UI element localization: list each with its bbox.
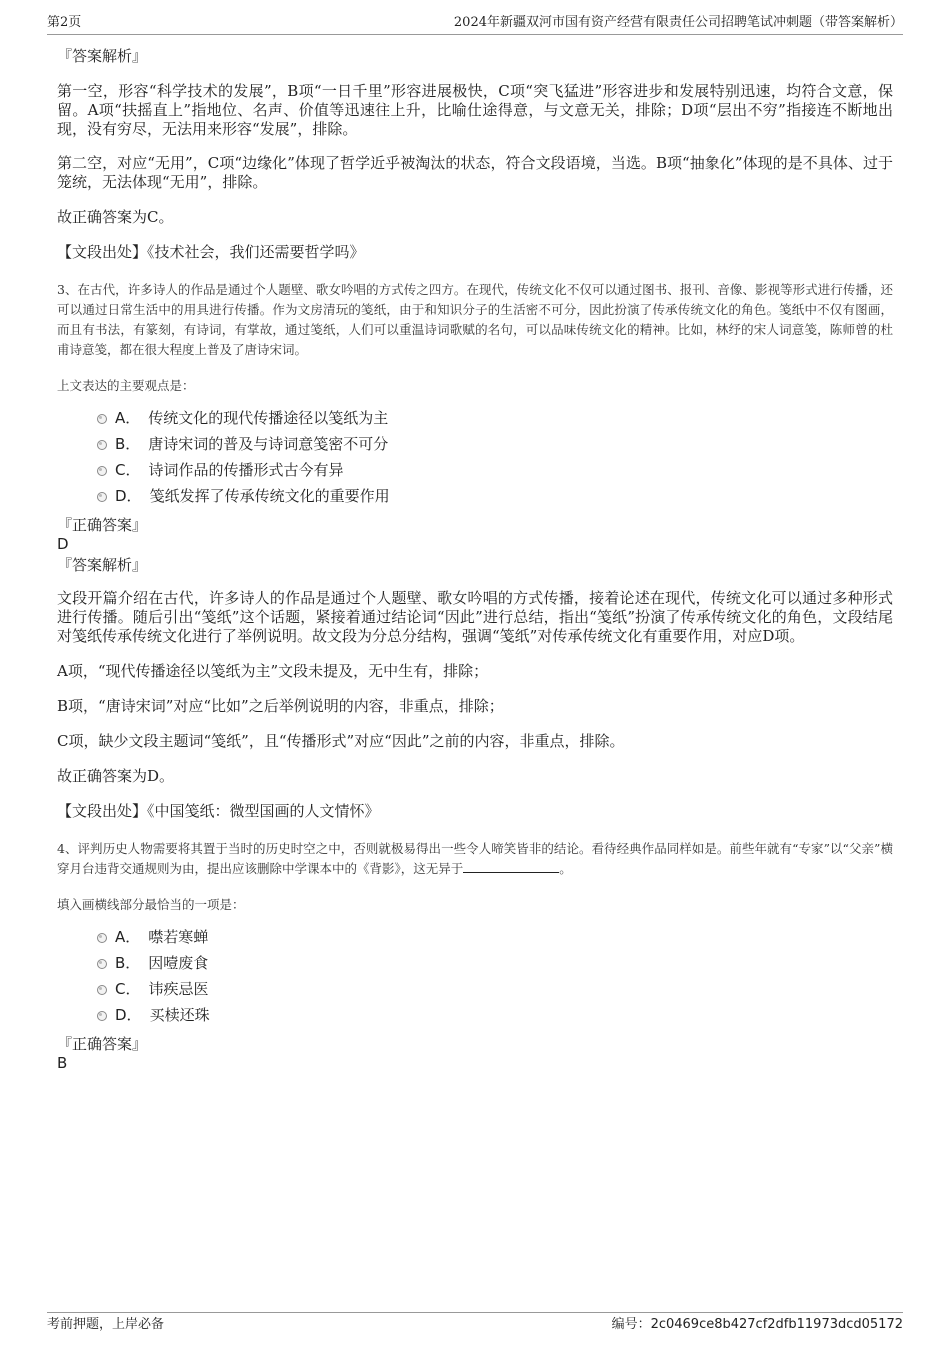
passage-source: 【文段出处】《中国笺纸：微型国画的人文情怀》 bbox=[57, 802, 380, 820]
option-d[interactable]: D． 买椟还珠 bbox=[57, 1002, 893, 1028]
page-number: 第2页 bbox=[47, 15, 82, 30]
radio-button-icon[interactable] bbox=[97, 492, 107, 502]
option-list bbox=[57, 405, 893, 509]
footer-slogan: 考前押题，上岸必备 bbox=[47, 1317, 165, 1332]
option-a[interactable]: A． 噤若寒蝉 bbox=[57, 924, 893, 950]
answer-analysis-label: 『答案解析』 bbox=[57, 556, 148, 574]
analysis-paragraph: 文段开篇介绍在古代，许多诗人的作品是通过个人题壁、歌女吟唱的方式传播，接着论述在现代，传统文化可以通过多种形式进行传播。随后引出“笺纸”这个话题，紧接着通过结论词“因此”进行总结，指出“笺纸”扮演了传承传统文化的角色，文段结尾对笺纸传承传统文化进行了举例说明。故文段为分总分结构，强调“笺纸”对传承传统文化有重要作用，对应D项。 bbox=[57, 589, 893, 645]
question-prompt: 上文表达的主要观点是： bbox=[57, 378, 195, 393]
radio-button-icon[interactable] bbox=[97, 959, 107, 969]
radio-button-icon[interactable] bbox=[97, 1011, 107, 1021]
fill-in-blank bbox=[463, 860, 559, 873]
radio-button-icon[interactable] bbox=[97, 985, 107, 995]
correct-answer-label: 『正确答案』 bbox=[57, 516, 148, 534]
option-analysis: B项，“唐诗宋词”对应“比如”之后举例说明的内容，非重点，排除； bbox=[57, 697, 504, 715]
page-footer bbox=[47, 1312, 903, 1335]
page-content bbox=[57, 46, 893, 1072]
document-title: 2024年新疆双河市国有资产经营有限责任公司招聘笔试冲刺题（带答案解析） bbox=[453, 15, 903, 30]
option-c[interactable]: C． 讳疾忌医 bbox=[57, 976, 893, 1002]
page-header bbox=[47, 14, 903, 35]
analysis-paragraph: 第一空，形容“科学技术的发展”，B项“一日千里”形容进展极快，C项“突飞猛进”形容进步和发展特别迅速，均符合文意，保留。A项“扶摇直上”指地位、名声、价值等迅速往上升，比喻仕途得意，与文意无关，排除；D项“层出不穷”指接连不断地出现，没有穷尽，无法用来形容“发展”，排除。 bbox=[57, 82, 893, 138]
analysis-paragraph: 第二空，对应“无用”，C项“边缘化”体现了哲学近乎被淘汰的状态，符合文段语境，当选。B项“抽象化”体现的是不具体、过于笼统，无法体现“无用”，排除。 bbox=[57, 154, 893, 191]
option-analysis: C项，缺少文段主题词“笺纸”，且“传播形式”对应“因此”之前的内容，非重点，排除。 bbox=[57, 732, 625, 750]
answer-analysis-label: 『答案解析』 bbox=[57, 47, 148, 65]
option-list bbox=[57, 924, 893, 1028]
correct-answer-label: 『正确答案』 bbox=[57, 1035, 148, 1053]
option-a[interactable]: A． 传统文化的现代传播途径以笺纸为主 bbox=[57, 405, 893, 431]
option-d[interactable]: D． 笺纸发挥了传承传统文化的重要作用 bbox=[57, 483, 893, 509]
answer-conclusion: 故正确答案为C。 bbox=[57, 208, 174, 226]
option-analysis: A项，“现代传播途径以笺纸为主”文段未提及，无中生有，排除； bbox=[57, 662, 489, 680]
question-stem: 4、评判历史人物需要将其置于当时的历史时空之中，否则就极易得出一些令人啼笑皆非的结论。看待经典作品同样如是。前些年就有“专家”以“父亲”横穿月台违背交通规则为由，提出应该删除中学课本中的《背影》，这无异于 。 bbox=[57, 841, 893, 876]
correct-answer: D bbox=[57, 535, 69, 553]
radio-button-icon[interactable] bbox=[97, 933, 107, 943]
option-b[interactable]: B． 唐诗宋词的普及与诗词意笺密不可分 bbox=[57, 431, 893, 457]
radio-button-icon[interactable] bbox=[97, 440, 107, 450]
question-stem: 3、在古代，许多诗人的作品是通过个人题壁、歌女吟唱的方式传之四方。在现代，传统文化不仅可以通过图书、报刊、音像、影视等形式进行传播，还可以通过日常生活中的用具进行传播。作为文房清玩的笺纸，由于和知识分子的生活密不可分，因此扮演了传承传统文化的角色。笺纸中不仅有图画，而且有书法，有篆刻，有诗词，有掌故，通过笺纸，人们可以重温诗词歌赋的名句，可以品味传统文化的精神。比如，林纾的宋人词意笺，陈师曾的杜甫诗意笺，都在很大程度上普及了唐诗宋词。 bbox=[57, 282, 893, 357]
option-b[interactable]: B． 因噎废食 bbox=[57, 950, 893, 976]
correct-answer: B bbox=[57, 1054, 68, 1072]
radio-button-icon[interactable] bbox=[97, 466, 107, 476]
answer-conclusion: 故正确答案为D。 bbox=[57, 767, 175, 785]
passage-source: 【文段出处】《技术社会，我们还需要哲学吗》 bbox=[57, 243, 365, 261]
document-code: 编号：2c0469ce8b427cf2dfb11973dcd05172 bbox=[611, 1317, 903, 1332]
option-c[interactable]: C． 诗词作品的传播形式古今有异 bbox=[57, 457, 893, 483]
radio-button-icon[interactable] bbox=[97, 414, 107, 424]
question-prompt: 填入画横线部分最恰当的一项是： bbox=[57, 897, 245, 912]
